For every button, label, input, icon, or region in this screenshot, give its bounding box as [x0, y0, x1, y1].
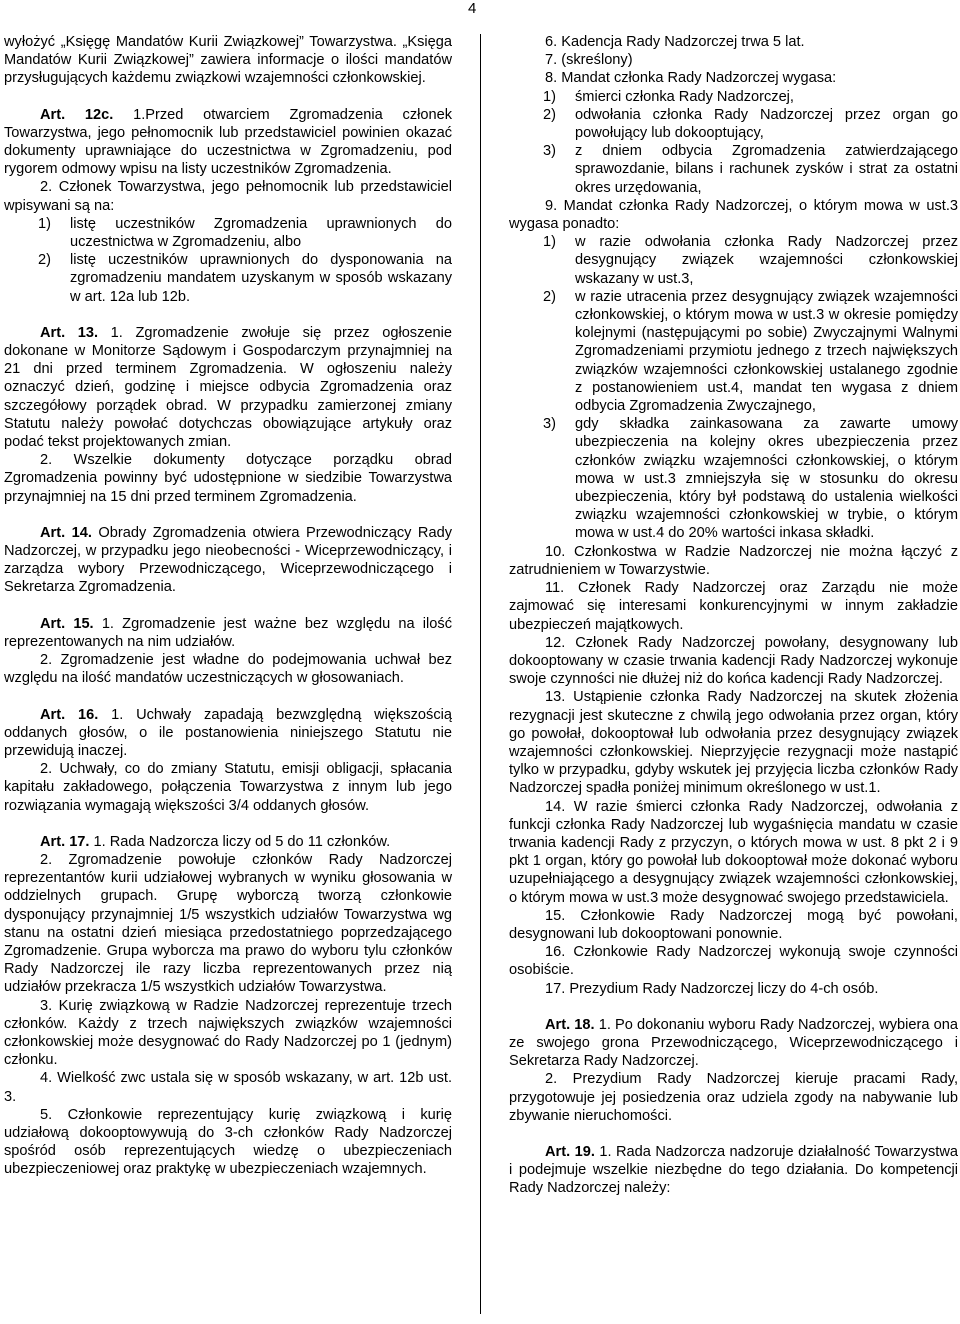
article-16-p1: Art. 16. 1. Uchwały zapadają bezwzględną większością oddanych głosów, o ile postanowienia niniejszego Statutu nie przewidują inaczej. — [4, 706, 452, 759]
page-number: 4 — [468, 0, 477, 17]
article-heading: Art. 13. — [40, 324, 99, 341]
article-heading: Art. 17. — [40, 833, 90, 850]
article-heading: Art. 15. — [40, 615, 94, 632]
article-17-p1: Art. 17. 1. Rada Nadzorcza liczy od 5 do 11 członków. — [40, 833, 391, 850]
list-item: 3) z dniem odbycia Zgromadzenia zatwierdzającego sprawozdanie, bilans i rachunek zysków i strat za ostatni okres urzędowania, — [543, 143, 958, 196]
article-heading: Art. 19. — [545, 1143, 595, 1160]
paragraph: 7. (skreślony) — [545, 52, 633, 69]
article-15-p2: 2. Zgromadzenie jest władne do podejmowania uchwał bez względu na ilość mandatów uczestniczących w głosowaniach. — [4, 652, 452, 687]
article-13-p2: 2. Wszelkie dokumenty dotyczące porządku obrad Zgromadzenia powinny być udostępnione w siedzibie Towarzystwa przynajmniej na 15 dni przed terminem Zgromadzenia. — [4, 452, 452, 505]
paragraph: 11. Członek Rady Nadzorczej oraz Zarządu nie może zajmować się interesami konkurencyjnymi w innym zakładzie ubezpieczeń majątkowych. — [509, 580, 958, 633]
paragraph: 14. W razie śmierci członka Rady Nadzorczej, odwołania z funkcji członka Rady Nadzorczej lub wygaśnięcia mandatu w czasie trwania kadencji Rady z przyczyn, o których mowa w ust. 8 pkt 2 i 9 pkt 1 organ, który go powołał lub dokooptował może dokonać wyboru uzupełniającego a desygnujący związek wzajemności członkowskiej, o którym mowa w ust.3 może desygnować swojego przedstawiciela. — [509, 798, 958, 906]
paragraph: 17. Prezydium Rady Nadzorczej liczy do 4-ch osób. — [545, 980, 879, 997]
list-item: 2) odwołania członka Rady Nadzorczej przez organ go powołujący lub dokooptujący, — [543, 106, 958, 142]
article-heading: Art. 18. — [545, 1016, 595, 1033]
paragraph: 13. Ustąpienie członka Rady Nadzorczej na skutek złożenia rezygnacji jest skuteczne z chwilą jego odwołania przez organ, który go powołał, dokooptował lub odwołania przez desygnujący związek wzajemności członkowskiej. Nieprzyjęcie rezygnacji może nastąpić tylko w przypadku, gdyby wskutek jej przyjęcia liczba członków Rady Nadzorczej spadła poniżej minimum określonego w ust.1. — [509, 689, 958, 797]
article-heading: Art. 12c. — [40, 106, 114, 123]
paragraph: 9. Mandat członka Rady Nadzorczej, o którym mowa w ust.3 wygasa ponadto: — [509, 197, 958, 233]
paragraph: 8. Mandat członka Rady Nadzorczej wygasa: — [545, 70, 837, 87]
article-17-p5: 5. Członkowie reprezentujący kurię związkową i kurię udziałową dokooptowywują do 3-ch członków Rady Nadzorczej spośród osób reprezentujących wiedzę o ubezpieczeniach ubezpieczeniowej oraz praktykę w ubezpieczeniach wzajemnych. — [4, 1106, 452, 1178]
paragraph: wyłożyć „Księgę Mandatów Kurii Związkowej” Towarzystwa. „Księga Mandatów Kurii Związkowej” zawiera informacje o ilości mandatów przysługujących każdemu związkowi wzajemności członkowskiej. — [4, 34, 452, 87]
paragraph: 10. Członkostwa w Radzie Nadzorczej nie można łączyć z zatrudnieniem w Towarzystwie. — [509, 543, 958, 578]
paragraph: 12. Członek Rady Nadzorczej powołany, desygnowany lub dokooptowany w czasie trwania kadencji Rady Nadzorczej wykonuje swoje czynności nie dłużej niż do końca kadencji Rady Nadzorczej. — [509, 634, 958, 688]
article-heading: Art. 14. — [40, 524, 92, 541]
article-15-p1: Art. 15. 1. Zgromadzenie jest ważne bez względu na ilość reprezentowanych na nim udziałów. — [4, 615, 452, 650]
article-17-p4: 4. Wielkość zwc ustala się w sposób wskazany, w art. 12b ust. 3. — [4, 1070, 452, 1105]
list-item: 1) w razie odwołania członka Rady Nadzorczej przez desygnujący związek wzajemności członkowskiej wskazany w ust.3, — [543, 234, 958, 287]
article-18-p2: 2. Prezydium Rady Nadzorczej kieruje pracami Rady, przygotowuje jej posiedzenia oraz udziela zgody na nabywanie lub zbywanie nieruchomości. — [509, 1071, 958, 1124]
column-divider — [480, 34, 481, 1314]
article-18-p1: Art. 18. 1. Po dokonaniu wyboru Rady Nadzorczej, wybiera ona ze swojego grona Przewodniczącego, Wiceprzewodniczącego i Sekretarza Rady Nadzorczej. — [509, 1016, 958, 1070]
article-14-p1: Art. 14. Obrady Zgromadzenia otwiera Przewodniczący Rady Nadzorczej, w przypadku jego nieobecności - Wiceprzewodniczący, i zarządza wybory Przewodniczącego, Wiceprzewodniczącego i Sekretarza Zgromadzenia. — [4, 524, 452, 596]
article-17-p3: 3. Kurię związkową w Radzie Nadzorczej reprezentuje trzech członków. Każdy z trzech największych związków wzajemności członkowskiej może desygnować do Rady Nadzorczej po 1 (jednym) członku. — [4, 997, 452, 1069]
paragraph: 16. Członkowie Rady Nadzorczej wykonują swoje czynności osobiście. — [509, 944, 958, 979]
article-17-p2: 2. Zgromadzenie powołuje członków Rady Nadzorczej reprezentantów kurii udziałowej wybranych w wyniku głosowania w oddzielnych grupach. Grupę wyborczą tworzą członkowie dysponujący przynajmniej 1/5 wszystkich udziałów Towarzystwa wg stanu na ostatni dzień miesiąca przedostatniego poprzedzającego Zgromadzenie. Grupa wyborcza ma prawo do wyboru tylu członków Rady Nadzorczej ile razy liczba reprezentowanych przez nią udziałów przekracza 1/5 wszystkich udziałów Towarzystwa. — [4, 851, 452, 996]
paragraph: 6. Kadencja Rady Nadzorczej trwa 5 lat. — [545, 34, 805, 50]
left-column — [4, 33, 452, 1179]
list-item: 2) w razie utracenia przez desygnujący związek wzajemności członkowskiej, o którym mowa w ust.3 w okresie pomiędzy kolejnymi (następującymi po sobie) Zwyczajnymi Walnymi Zgromadzeniami przymiotu jednego z trzech największych związków wzajemności członkowskiej ustalanego zgodnie z postanowieniem ust.4, mandat ten wygasa z dniem odbycia Zgromadzenia Zwyczajnego, — [543, 288, 958, 415]
list-item: 1) śmierci członka Rady Nadzorczej, — [543, 88, 794, 105]
paragraph: 15. Członkowie Rady Nadzorczej mogą być powołani, desygnowani lub dokooptowani ponownie. — [509, 907, 958, 942]
article-heading: Art. 16. — [40, 706, 99, 723]
list-item: 3) gdy składka zainkasowana za zawarte umowy ubezpieczenia na kolejny okres ubezpieczenia przez członków związku wzajemności członkowskiej, o którym mowa w ust.3 zmniejszyła się w stosunku do okresu ubezpieczenia, który był podstawą do ustalenia wielkości związku wzajemności członkowskiej w trybie, o którym mowa w ust.4 do 20% wartości inkasa składki. — [543, 416, 958, 542]
article-13-p1: Art. 13. 1. Zgromadzenie zwołuje się przez ogłoszenie dokonane w Monitorze Sądowym i Gospodarczym przynajmniej na 21 dni przed terminem Zgromadzenia. W ogłoszeniu należy oznaczyć dzień, godzinę i miejsce odbycia Zgromadzenia oraz szczegółowy porządek obrad. W przypadku zamierzonej zmiany Statutu należy powołać dotychczas obowiązujące artykuły oraz podać tekst projektowanych zmian. — [4, 324, 452, 451]
article-12c-p2: 2. Członek Towarzystwa, jego pełnomocnik lub przedstawiciel wpisywani są na: — [4, 179, 452, 214]
right-column — [509, 33, 958, 1198]
article-19-p1: Art. 19. 1. Rada Nadzorcza nadzoruje działalność Towarzystwa i podejmuje wszelkie niezbędne do tego działania. Do kompetencji Rady Nadzorczej należy: — [509, 1143, 959, 1197]
article-12c-p1: Art. 12c. 1.Przed otwarciem Zgromadzenia członek Towarzystwa, jego pełnomocnik lub przedstawiciel powinien okazać dokumenty uprawniające do uczestnictwa w Zgromadzeniu, pod rygorem odmowy wpisu na listy uczestników Zgromadzenia. — [4, 106, 453, 178]
article-16-p2: 2. Uchwały, co do zmiany Statutu, emisji obligacji, spłacania kapitału zakładowego, połączenia Towarzystwa z innym lub jego rozwiązania wymagają większości 3/4 oddanych głosów. — [4, 761, 452, 814]
list-item: 1) listę uczestników Zgromadzenia uprawnionych do uczestnictwa w Zgromadzeniu, albo — [38, 215, 452, 251]
list-item: 2) listę uczestników uprawnionych do dysponowania na zgromadzeniu mandatem uzyskanym w sposób wskazany w art. 12a lub 12b. — [38, 252, 452, 305]
